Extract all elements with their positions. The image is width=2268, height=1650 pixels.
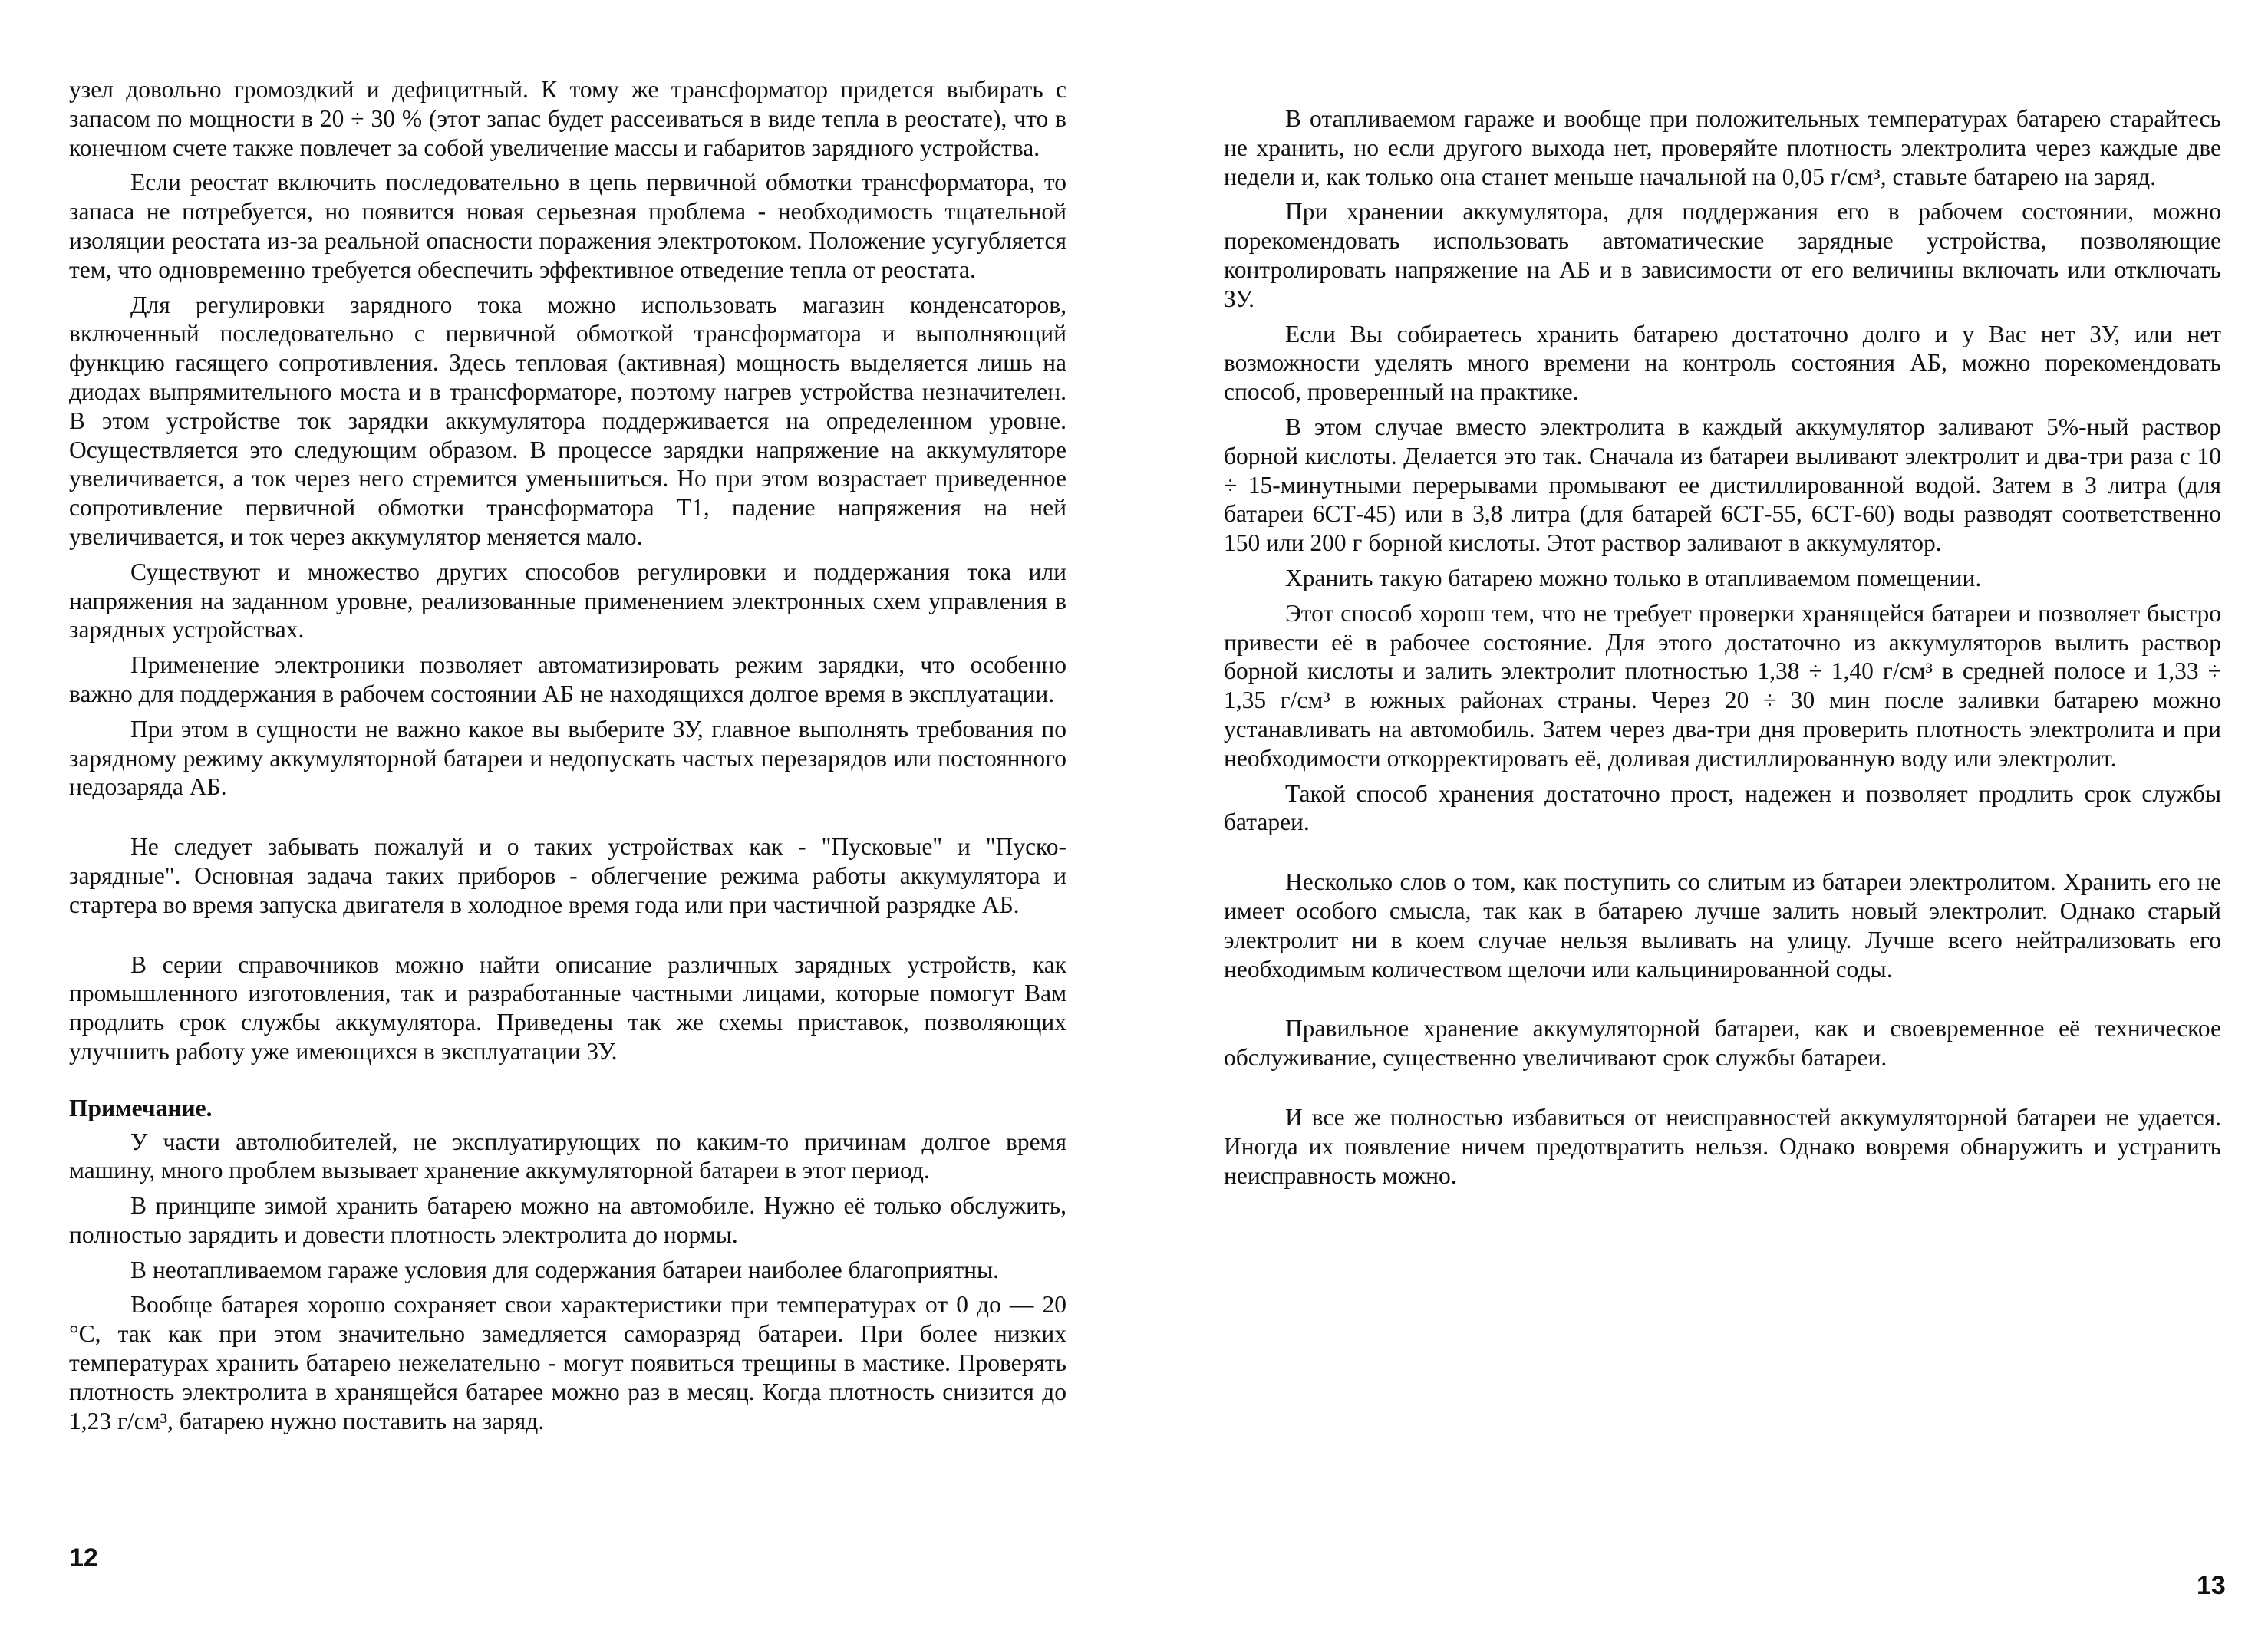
paragraph: Не следует забывать пожалуй и о таких устройствах как - "Пусковые" и "Пуско-зарядные". Основная задача таких приборов - облегчение режима работы аккумулятора и стартера во время запуска двигателя в холодное время года или при частичной разрядке АБ. bbox=[69, 833, 1066, 918]
right-page bbox=[1224, 0, 2226, 1650]
paragraph: У части автолюбителей, не эксплуатирующих по каким-то причинам долгое время машину, много проблем вызывает хранение аккумуляторной батареи в этот период. bbox=[69, 1128, 1066, 1184]
paragraph: В отапливаемом гараже и вообще при положительных температурах батарею старайтесь не хранить, но если другого выхода нет, проверяйте плотность электролита через каждые две недели и, как только она станет меньше начальной на 0,05 г/см³, ставьте батарею на заряд. bbox=[1224, 105, 2221, 190]
left-page bbox=[69, 0, 1066, 1650]
page-number: 12 bbox=[69, 1543, 98, 1573]
paragraph: Применение электроники позволяет автоматизировать режим зарядки, что особенно важно для поддержания в рабочем состоянии АБ не находящихся долгое время в эксплуатации. bbox=[69, 651, 1066, 707]
paragraph: узел довольно громоздкий и дефицитный. К тому же трансформатор придется выбирать с запасом по мощности в 20 ÷ 30 % (этот запас будет рассеиваться в виде тепла в реостате), что в конечном счете также повлечет за собой увеличение массы и габаритов зарядного устройства. bbox=[69, 76, 1066, 161]
paragraph: В принципе зимой хранить батарею можно на автомобиле. Нужно её только обслужить, полностью зарядить и довести плотность электролита до нормы. bbox=[69, 1192, 1066, 1248]
paragraph: Хранить такую батарею можно только в отапливаемом помещении. bbox=[1285, 564, 1982, 591]
paragraph: Такой способ хранения достаточно прост, надежен и позволяет продлить срок службы батареи. bbox=[1224, 779, 2221, 836]
note-heading: Примечание. bbox=[69, 1094, 213, 1121]
paragraph: Если Вы собираетесь хранить батарею достаточно долго и у Вас нет ЗУ, или нет возможности уделять много времени на контроль состояния АБ, можно порекомендовать способ, проверенный на практике. bbox=[1224, 320, 2221, 406]
paragraph: Существуют и множество других способов регулировки и поддержания тока или напряжения на заданном уровне, реализованные применением электронных схем управления в зарядных устройствах. bbox=[69, 558, 1066, 644]
paragraph: Если реостат включить последовательно в цепь первичной обмотки трансформатора, то запаса не потребуется, но появится новая серьезная проблема - необходимость тщательной изоляции реостата из-за реальной опасности поражения электротоком. Положение усугубляется тем, что одновременно требуется обеспечить эффективное отведение тепла от реостата. bbox=[69, 169, 1066, 283]
paragraph: Этот способ хорош тем, что не требует проверки хранящейся батареи и позволяет быстро привести её в рабочее состояние. Для этого достаточно из аккумуляторов вылить раствор борной кислоты и залить электролит плотностью 1,38 ÷ 1,40 г/см³ в средней полосе и 1,33 ÷ 1,35 г/см³ в южных районах страны. Через 20 ÷ 30 мин после заливки батарею можно устанавливать на автомобиль. Затем через два-три дня проверить плотность электролита и при необходимости откорректировать её, доливая дистиллированную воду или электролит. bbox=[1224, 599, 2221, 772]
paragraph: В неотапливаемом гараже условия для содержания батареи наиболее благоприятны. bbox=[130, 1256, 1000, 1283]
paragraph: В этом случае вместо электролита в каждый аккумулятор заливают 5%-ный раствор борной кислоты. Делается это так. Сначала из батареи выливают электролит и два-три раза с 10 ÷ 15-минутными перерывами промывают ее дистиллированной водой. Затем в 3 литра (для батареи 6СТ-45) или в 3,8 литра (для батарей 6СТ-55, 6СТ-60) воды разводят соответственно 150 или 200 г борной кислоты. Этот раствор заливают в аккумулятор. bbox=[1224, 413, 2221, 557]
page-number: 13 bbox=[2197, 1571, 2226, 1600]
paragraph: И все же полностью избавиться от неисправностей аккумуляторной батареи не удается. Иногда их появление ничем предотвратить нельзя. Однако вовремя обнаружить и устранить неисправность можно. bbox=[1224, 1103, 2221, 1189]
paragraph: Несколько слов о том, как поступить со слитым из батареи электролитом. Хранить его не имеет особого смысла, так как в батарею лучше залить новый электролит. Однако старый электролит ни в коем случае нельзя выливать на улицу. Лучше всего нейтрализовать его необходимым количеством щелочи или кальцинированной соды. bbox=[1224, 868, 2221, 983]
paragraph: Вообще батарея хорошо сохраняет свои характеристики при температурах от 0 до — 20 °С, так как при этом значительно замедляется саморазряд батареи. При более низких температурах хранить батарею нежелательно - могут появиться трещины в мастике. Проверять плотность электролита в хранящейся батарее можно раз в месяц. Когда плотность снизится до 1,23 г/см³, батарею нужно поставить на заряд. bbox=[69, 1291, 1066, 1434]
paragraph: Правильное хранение аккумуляторной батареи, как и своевременное её техническое обслуживание, существенно увеличивают срок службы батареи. bbox=[1224, 1015, 2221, 1072]
paragraph: При этом в сущности не важно какое вы выберите ЗУ, главное выполнять требования по зарядному режиму аккумуляторной батареи и недопускать частых перезарядов или постоянного недозаряда АБ. bbox=[69, 715, 1066, 801]
right-page-text bbox=[1224, 104, 2221, 1196]
paragraph: При хранении аккумулятора, для поддержания его в рабочем состоянии, можно порекомендовать использовать автоматические зарядные устройства, позволяющие контролировать напряжение на АБ и в зависимости от его величины включать или отключать ЗУ. bbox=[1224, 198, 2221, 312]
paragraph: Для регулировки зарядного тока можно использовать магазин конденсаторов, включенный последовательно с первичной обмоткой трансформатора и выполняющий функцию гасящего сопротивления. Здесь тепловая (активная) мощность выделяется лишь на диодах выпрямительного моста и в трансформаторе, поэтому нагрев устройства незначителен. В этом устройстве ток зарядки аккумулятора поддерживается на определенном уровне. Осуществляется это следующим образом. В процессе зарядки напряжение на аккумуляторе увеличивается, а ток через него стремится уменьшиться. Но при этом возрастает приведенное сопротивление первичной обмотки трансформатора Т1, падение напряжения на ней увеличивается, и ток через аккумулятор меняется мало. bbox=[69, 291, 1066, 550]
paragraph: В серии справочников можно найти описание различных зарядных устройств, как промышленного изготовления, так и разработанные частными лицами, которые помогут Вам продлить срок службы аккумулятора. Приведены так же схемы приставок, позволяющих улучшить работу уже имеющихся в эксплуатации ЗУ. bbox=[69, 950, 1066, 1065]
left-page-text bbox=[69, 75, 1066, 1441]
